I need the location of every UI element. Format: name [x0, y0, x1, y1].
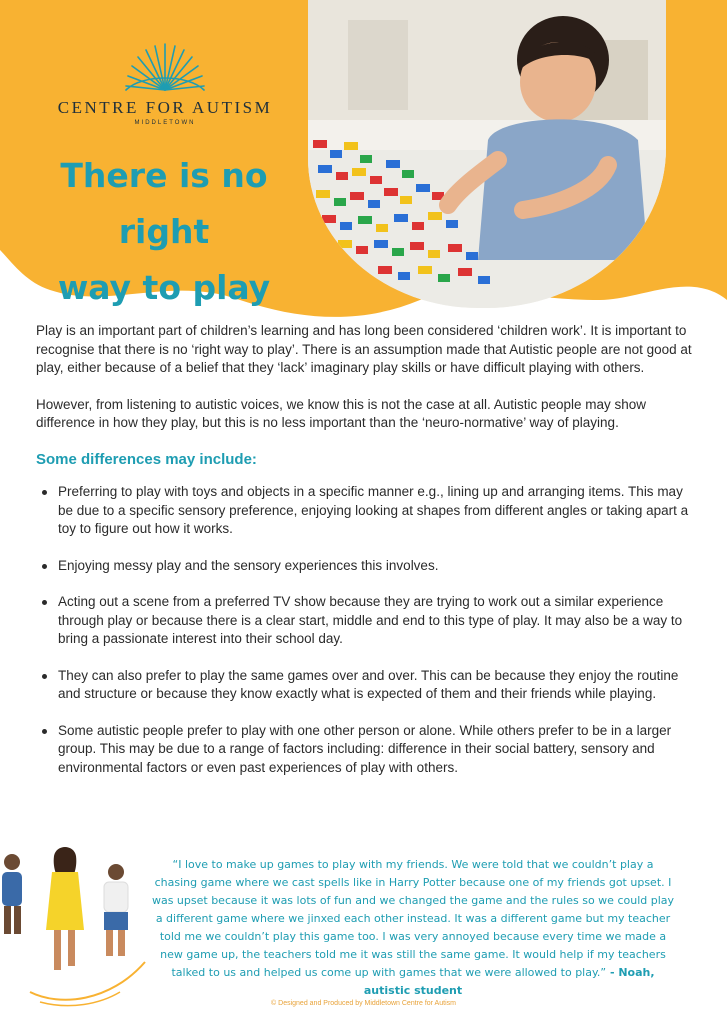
intro-paragraph-2: However, from listening to autistic voices, we know this is not the case at all. Autistic people may show difference in how they play, but this is no less important than the ‘neuro-normative’ way of playing. — [36, 396, 647, 430]
list-item-text: Acting out a scene from a preferred TV show because they are trying to work out a similar experience through play or because there is a clear start, middle and end to this type of play. It may also be a way to bring a passionate interest into their school day. — [58, 594, 683, 646]
organisation-logo — [40, 38, 290, 126]
differences-heading: Some differences may include: — [36, 450, 257, 468]
bullet-icon — [42, 564, 47, 569]
page-title-line-2: way to play — [57, 268, 271, 307]
student-quote — [150, 856, 676, 1000]
list-item — [36, 667, 696, 704]
bullet-icon — [42, 600, 47, 605]
quote-attribution: - Noah, autistic student — [363, 966, 655, 997]
main-content — [36, 322, 696, 795]
quote-text: “I love to make up games to play with my friends. We were told that we couldn’t play a chasing game where we cast spells like in Harry Potter because one of my friends got upset. I was upset because it was lots of fun and we changed the game and the rules so we could play a different game where we jinxed each other instead. It was a different game but my teacher told me we couldn’t play this game too. I was very annoyed because every time we made a new game up, the teachers told me it was still the same game. It would help if my teachers talked to us and helped us come up with games that we were allowed to play.” — [151, 858, 675, 979]
list-item — [36, 593, 696, 649]
list-item-text: Enjoying messy play and the sensory experiences this involves. — [58, 557, 439, 573]
list-item-text: Preferring to play with toys and objects in a specific manner e.g., lining up and arranging items. This may be due to a specific sensory preference, enjoying looking at shapes from different angles or taking apart a toy to figure out how it works. — [58, 484, 689, 536]
page-title — [14, 148, 314, 316]
list-item — [36, 557, 696, 576]
page-title-line-1: There is no right — [60, 156, 268, 251]
list-item-text: Some autistic people prefer to play with one other person or alone. While others prefer to be in a larger group. This may be due to a range of factors including: difference in their social battery, sensory and environmental factors or even past experiences of play with others. — [58, 722, 672, 775]
header-photo — [308, 0, 666, 308]
bullet-icon — [42, 674, 47, 679]
organisation-name: CENTRE FOR AUTISM — [57, 98, 273, 117]
footer-credit: © Designed and Produced by Middletown Centre for Autism — [271, 1000, 456, 1007]
differences-list — [36, 483, 696, 777]
sunburst-icon — [122, 38, 208, 94]
list-item — [36, 483, 696, 539]
bullet-icon — [42, 729, 47, 734]
intro-paragraph-1: Play is an important part of children’s learning and has long been considered ‘children work’. It is important to recognise that there is no ‘right way to play’. There is an assumption made that Autistic people are not good at play, either because of a belief that they ‘lack’ imaginary play skills or have difficult playing with others. — [36, 323, 692, 375]
list-item — [36, 722, 696, 778]
list-item-text: They can also prefer to play the same games over and over. This can be because they enjoy the routine and structure or because they know exactly what is expected of them and their friends while playing. — [58, 667, 679, 701]
bullet-icon — [42, 490, 47, 495]
organisation-subtitle: MIDDLETOWN — [134, 120, 196, 126]
children-running-illustration — [0, 842, 150, 1012]
